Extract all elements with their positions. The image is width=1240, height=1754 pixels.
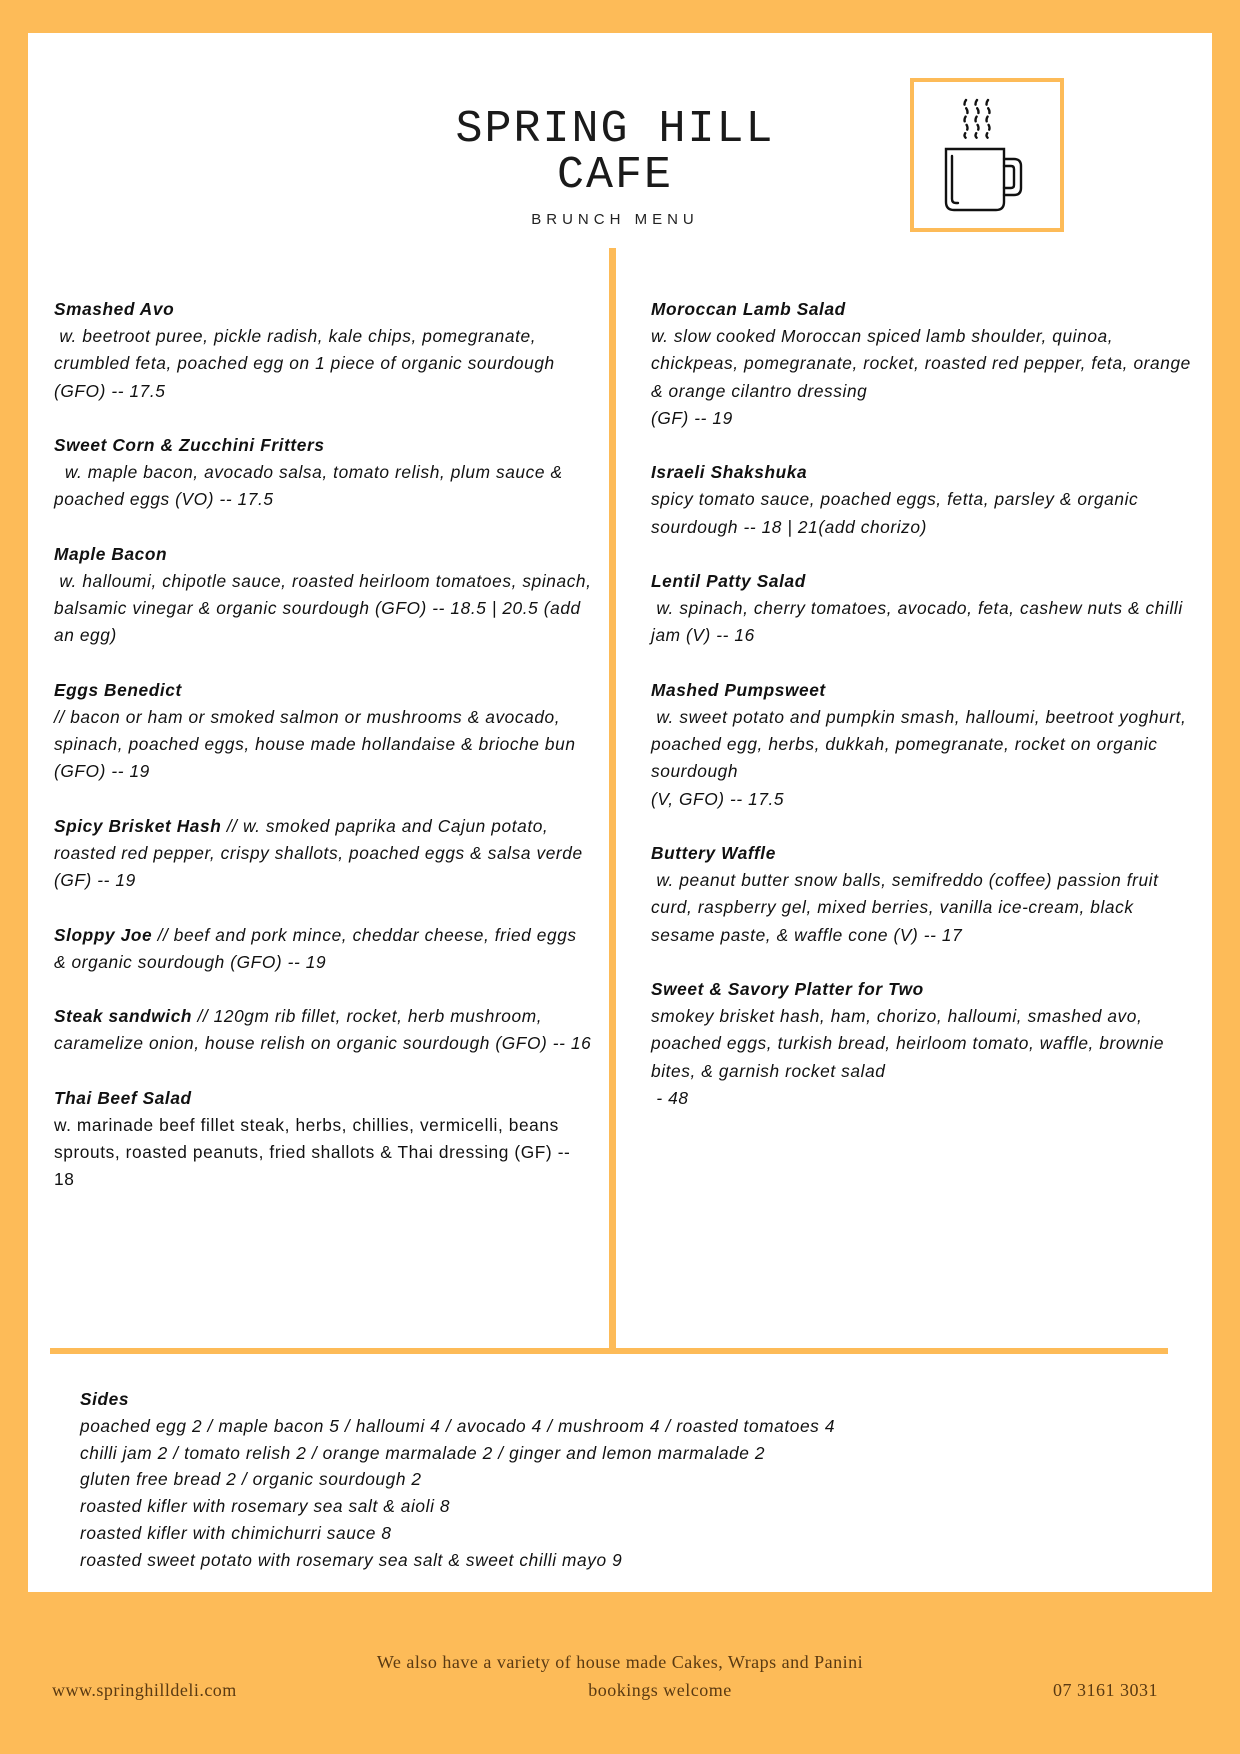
item-description: spicy tomato sauce, poached eggs, fetta, parsley & organic sourdough -- 18 | 21(add chorizo) xyxy=(651,489,1144,537)
item-name: Moroccan Lamb Salad xyxy=(651,299,846,319)
menu-item xyxy=(54,677,594,786)
menu-item xyxy=(54,541,597,650)
item-description: w. beetroot puree, pickle radish, kale chips, pomegranate, crumbled feta, poached egg on 1 piece of organic sourdough (GFO) -- 17.5 xyxy=(54,326,561,401)
item-price: (V, GFO) -- 17.5 xyxy=(651,788,785,809)
menu-item xyxy=(54,813,594,895)
item-name: Buttery Waffle xyxy=(651,843,776,863)
item-name: Sloppy Joe xyxy=(54,924,153,945)
item-description: w. slow cooked Moroccan spiced lamb shoulder, quinoa, chickpeas, pomegranate, rocket, roasted red pepper, feta, orange & orange cilantro dressing xyxy=(651,326,1197,401)
item-price: - 48 xyxy=(651,1087,689,1108)
menu-item xyxy=(651,976,1191,1112)
footer-note: We also have a variety of house made Cakes, Wraps and Panini xyxy=(376,1652,864,1672)
item-description: w. halloumi, chipotle sauce, roasted heirloom tomatoes, spinach, balsamic vinegar & organic sourdough (GFO) -- 18.5 | 20.5 (add an egg) xyxy=(54,571,597,646)
menu-item xyxy=(651,459,1191,541)
item-name: Lentil Patty Salad xyxy=(651,571,806,591)
menu-item xyxy=(651,677,1191,813)
menu-column-left xyxy=(54,296,597,1221)
cafe-name-line2: CAFE xyxy=(556,150,674,201)
item-description: w. maple bacon, avocado salsa, tomato relish, plum sauce & poached eggs (VO) -- 17.5 xyxy=(54,462,569,510)
sides-line: roasted kifler with chimichurri sauce 8 xyxy=(80,1522,392,1543)
item-description: w. sweet potato and pumpkin smash, halloumi, beetroot yoghurt, poached egg, herbs, dukkah, pomegranate, rocket on organic sourdough xyxy=(651,707,1192,782)
item-description: // beef and pork mince, cheddar cheese, fried eggs & organic sourdough (GFO) -- 19 xyxy=(54,924,583,972)
footer-contact-row xyxy=(0,1680,1240,1704)
item-name: Steak sandwich xyxy=(54,1006,193,1027)
item-description: w. spinach, cherry tomatoes, avocado, feta, cashew nuts & chilli jam (V) -- 16 xyxy=(651,598,1189,646)
sides-line: roasted kifler with rosemary sea salt & aioli 8 xyxy=(80,1496,451,1517)
menu-item xyxy=(54,432,594,514)
item-name: Eggs Benedict xyxy=(54,679,182,700)
header xyxy=(395,104,835,228)
menu-item xyxy=(651,568,1191,650)
column-divider xyxy=(609,248,616,1352)
item-description: // 120gm rib fillet, rocket, herb mushroom, caramelize onion, house relish on organic sourdough (GFO) -- 16 xyxy=(54,1006,592,1054)
sides-section xyxy=(80,1386,1080,1574)
item-description: w. peanut butter snow balls, semifreddo (coffee) passion fruit curd, raspberry gel, mixed berries, vanilla ice-cream, black sesame paste, & waffle cone (V) -- 17 xyxy=(651,870,1164,945)
item-name: Maple Bacon xyxy=(54,543,168,564)
menu-item xyxy=(651,840,1191,949)
menu-column-right xyxy=(651,296,1197,1139)
section-divider xyxy=(50,1348,1168,1354)
sides-line: chilli jam 2 / tomato relish 2 / orange marmalade 2 / ginger and lemon marmalade 2 xyxy=(80,1442,766,1463)
item-name: Spicy Brisket Hash xyxy=(54,815,222,836)
sides-title: Sides xyxy=(80,1389,130,1409)
item-description: smokey brisket hash, ham, chorizo, halloumi, smashed avo, poached eggs, turkish bread, heirloom tomato, waffle, brownie bites, & garnish rocket salad xyxy=(651,1006,1170,1081)
item-description: // bacon or ham or smoked salmon or mushrooms & avocado, spinach, poached eggs, house made hollandaise & brioche bun (GFO) -- 19 xyxy=(54,707,581,782)
item-description: // w. smoked paprika and Cajun potato, roasted red pepper, crispy shallots, poached eggs & salsa verde (GF) -- 19 xyxy=(54,815,589,891)
menu-item xyxy=(54,296,594,405)
phone-number[interactable]: 07 3161 3031 xyxy=(1053,1680,1158,1700)
item-name: Israeli Shakshuka xyxy=(651,462,808,483)
item-name: Sweet & Savory Platter for Two xyxy=(651,979,924,999)
steaming-coffee-mug-icon xyxy=(914,82,1060,228)
item-description: w. marinade beef fillet steak, herbs, chillies, vermicelli, beans sprouts, roasted peanuts, fried shallots & Thai dressing (GF) -- 18 xyxy=(54,1114,576,1190)
item-name: Sweet Corn & Zucchini Fritters xyxy=(54,435,325,455)
menu-item xyxy=(54,1085,594,1194)
website-link[interactable]: www.springhilldeli.com xyxy=(52,1680,237,1700)
logo-box xyxy=(910,78,1064,232)
item-name: Smashed Avo xyxy=(54,299,175,319)
bookings-text: bookings welcome xyxy=(588,1680,732,1700)
sides-line: gluten free bread 2 / organic sourdough 2 xyxy=(80,1469,422,1490)
cafe-name-line1: SPRING HILL xyxy=(455,104,775,155)
sides-line: roasted sweet potato with rosemary sea salt & sweet chilli mayo 9 xyxy=(80,1549,623,1570)
menu-item xyxy=(54,1003,594,1057)
menu-item xyxy=(54,922,594,976)
menu-item xyxy=(651,296,1197,432)
item-name: Thai Beef Salad xyxy=(54,1087,192,1108)
sides-line: poached egg 2 / maple bacon 5 / halloumi 4 / avocado 4 / mushroom 4 / roasted tomatoes 4 xyxy=(80,1415,836,1436)
item-name: Mashed Pumpsweet xyxy=(651,679,826,700)
item-price: (GF) -- 19 xyxy=(651,407,733,428)
menu-subtitle: BRUNCH MENU xyxy=(531,211,699,228)
